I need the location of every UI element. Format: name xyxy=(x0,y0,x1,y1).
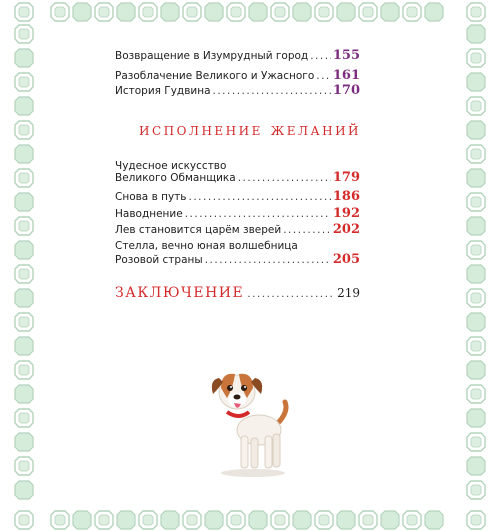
toc-entry[interactable] xyxy=(115,189,360,204)
toc-entry-page: 205 xyxy=(332,252,360,267)
section-heading: исполнение желаний xyxy=(138,120,362,140)
toc-entry-title: Снова в путь xyxy=(115,191,187,203)
toc-entry[interactable] xyxy=(115,48,360,63)
conclusion-title: ЗАКЛЮЧЕНИЕ xyxy=(115,285,245,301)
toc-entry-title: Разоблачение Великого и Ужасного xyxy=(115,70,315,82)
toc-entry-title: Наводнение xyxy=(115,208,183,220)
leader-dots xyxy=(238,172,331,184)
toc-entry-page: 170 xyxy=(332,83,360,98)
toc-entry[interactable] xyxy=(115,206,360,221)
toc-entry-page: 161 xyxy=(332,68,360,83)
toc-entry-title: Великого Обманщика xyxy=(115,172,236,184)
toc-entry[interactable] xyxy=(115,170,360,185)
leader-dots xyxy=(189,191,331,203)
toc-entry-conclusion[interactable] xyxy=(115,285,360,301)
toc-entry-title: История Гудвина xyxy=(115,85,211,97)
toc-entry-page: 186 xyxy=(332,189,360,204)
conclusion-page: 219 xyxy=(337,286,360,300)
toc-entry-title: Возвращение в Изумрудный город xyxy=(115,50,309,62)
dog-illustration xyxy=(205,358,295,478)
toc-entry-page: 202 xyxy=(332,222,360,237)
toc-entry-title-line1: Стелла, вечно юная волшебница xyxy=(115,240,298,252)
leader-dots xyxy=(316,70,331,82)
leader-dots xyxy=(213,85,331,97)
toc-entry[interactable] xyxy=(115,222,360,237)
toc-entry-title-line1: Чудесное искусство xyxy=(115,160,227,172)
leader-dots xyxy=(185,208,331,220)
leader-dots xyxy=(283,224,331,236)
leader-dots xyxy=(310,50,331,62)
toc-entry-page: 155 xyxy=(332,48,360,63)
toc-entry[interactable] xyxy=(115,83,360,98)
toc-entry-page: 179 xyxy=(332,170,360,185)
toc-entry-page: 192 xyxy=(332,206,360,221)
toc-entry-title: Розовой страны xyxy=(115,254,203,266)
toc-entry[interactable] xyxy=(115,252,360,267)
leader-dots xyxy=(247,288,334,300)
leader-dots xyxy=(205,254,331,266)
toc-entry[interactable] xyxy=(115,68,360,83)
toc-entry-title: Лев становится царём зверей xyxy=(115,224,282,236)
